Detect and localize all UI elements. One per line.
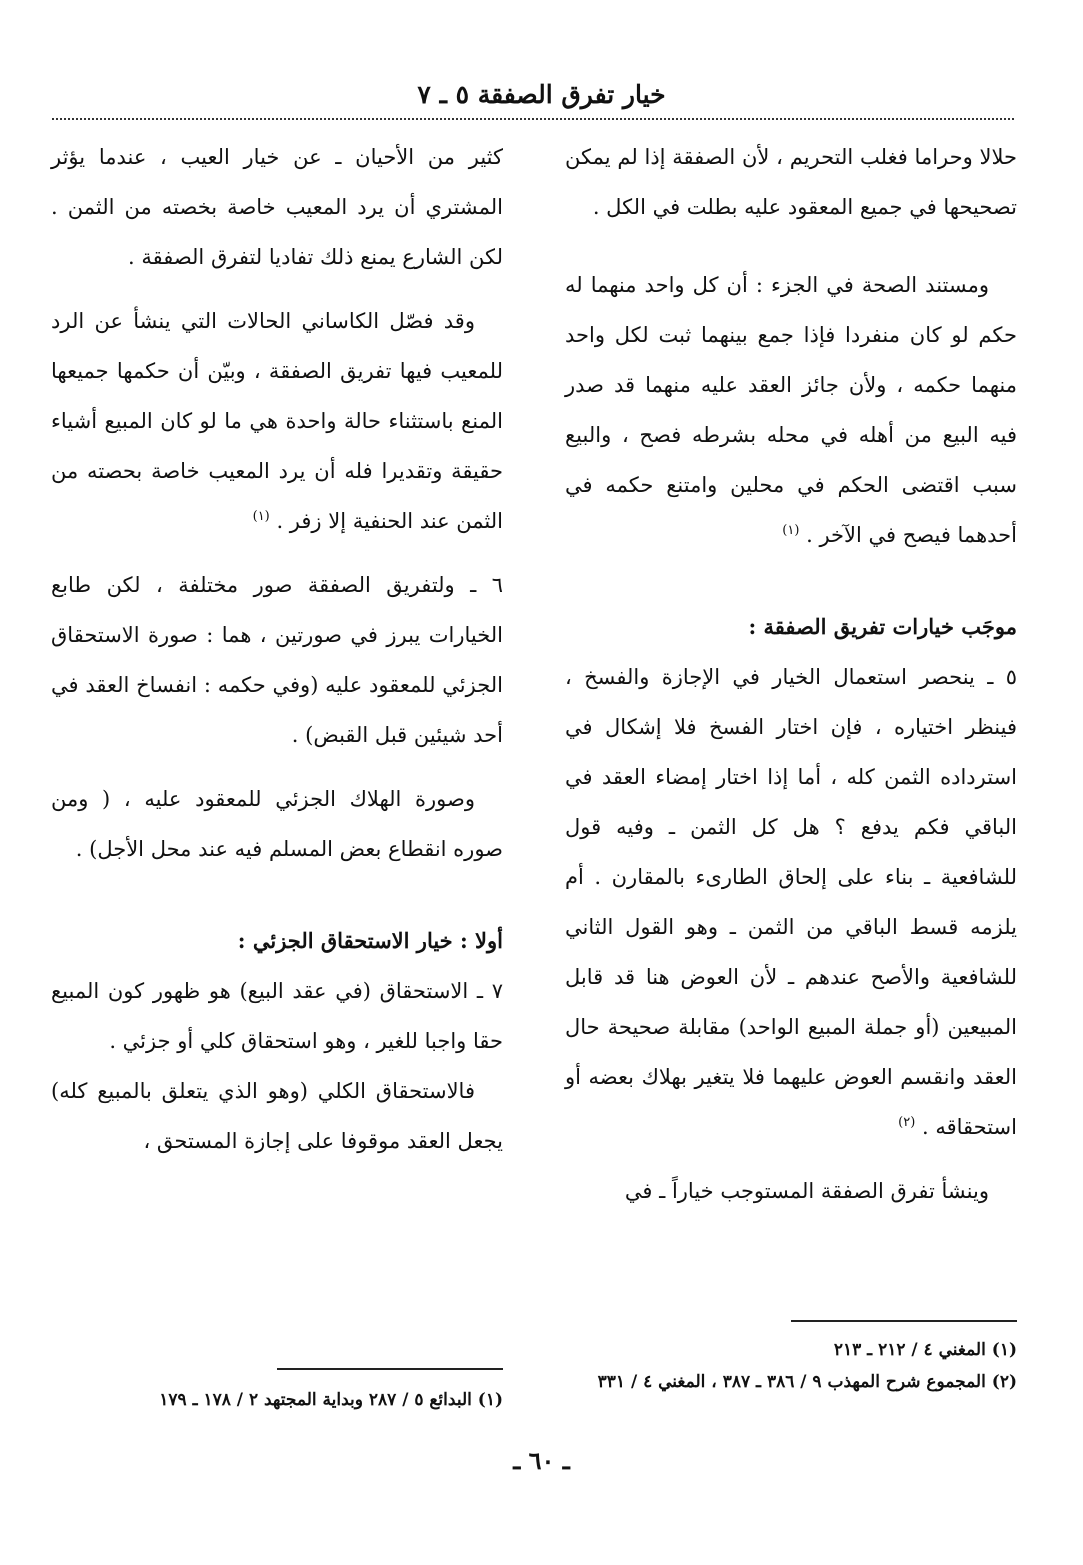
section-heading: موجَب خيارات تفريق الصفقة : [748,614,1017,639]
paragraph: حلالا وحراما فغلب التحريم ، لأن الصفقة إذا لم يمكن تصحيحها في جميع المعقود عليه بطلت في الكل . [565,145,1017,219]
paragraph: وقد فصّل الكاساني الحالات التي ينشأ عن الرد للمعيب فيها تفريق الصفقة ، وبيّن أن حكمها جميعها المنع باستثناء حالة واحدة هي ما لو كان المبيع أشياء حقيقة وتقديرا فله أن يرد المعيب خاصة بحصته من الثمن عند الحنفية إلا زفر . $^{(١)}$ [51,309,503,533]
footnote-ref: (٢) [898,1115,916,1130]
footnotes-left [51,1384,503,1416]
paragraph: ٥ ـ ينحصر استعمال الخيار في الإجازة والفسخ ، فينظر اختياره ، فإن اختار الفسخ فلا إشكال في استرداده الثمن كله ، أما إذا اختار إمضاء العقد في الباقي فكم يدفع ؟ هل كل الثمن ـ وفيه قول للشافعية ـ بناء على إلحاق الطارىء بالمقارن . أم يلزمه قسط الباقي من الثمن ـ وهو القول الثاني للشافعية والأصح عندهم ـ لأن العوض هنا قد قابل المبيعين (أو جملة المبيع الواحد) مقابلة صحيحة حال العقد وانقسم العوض عليهما فلا يتغير بهلاك بعضه أو استحقاقه . $^{(٢)}$ [565,665,1017,1139]
section-heading: أولا : خيار الاستحقاق الجزئي : [237,928,503,953]
header-dotted-rule [52,118,1014,120]
running-header: خيار تفرق الصفقة ٥ ـ ٧ [417,80,666,109]
paragraph: ٦ ـ ولتفريق الصفقة صور مختلفة ، لكن طابع الخيارات يبرز في صورتين ، هما : صورة الاستحقاق الجزئي للمعقود عليه (وفي حكمه : انفساخ العقد في أحد شيئين قبل القبض) . [51,573,503,747]
paragraph: ٧ ـ الاستحقاق (في عقد البيع) هو ظهور كون المبيع حقا واجبا للغير ، وهو استحقاق كلي أو جزئي . [51,979,503,1053]
paragraph: ومستند الصحة في الجزء : أن كل واحد منهما له حكم لو كان منفردا فإذا جمع بينهما ثبت لكل واحد منهما حكمه ، ولأن جائز العقد عليه منهما قد صدر فيه البيع من أهله في محله بشرطه فصح ، والبيع سبب اقتضى الحكم في محلين وامتنع حكمه في أحدهما فيصح في الآخر . $^{(١)}$ [565,273,1017,547]
footnote: (١) البدائع ٥ / ٢٨٧ وبداية المجتهد ٢ / ١٧٨ ـ ١٧٩ [159,1390,503,1410]
left-column [51,132,503,1166]
page-number: ـ ٦٠ ـ [513,1446,570,1475]
footnote: (١) المغني ٤ / ٢١٢ ـ ٢١٣ [833,1340,1017,1360]
footnote-ref: (١) [252,509,270,524]
paragraph: كثير من الأحيان ـ عن خيار العيب ، عندما يؤثر المشتري أن يرد المعيب خاصة بخصته من الثمن . لكن الشارع يمنع ذلك تفاديا لتفرق الصفقة . [51,145,503,269]
footnote-ref: (١) [782,523,800,538]
footnote-separator [791,1320,1017,1322]
paragraph: فالاستحقاق الكلي (وهو الذي يتعلق بالمبيع كله) يجعل العقد موقوفا على إجازة المستحق ، [51,1079,503,1153]
footnote-separator [277,1368,503,1370]
paragraph: وينشأ تفرق الصفقة المستوجب خياراً ـ في [624,1179,989,1203]
paragraph: وصورة الهلاك الجزئي للمعقود عليه ، ( ومن صوره انقطاع بعض المسلم فيه عند محل الأجل) . [51,787,503,861]
footnotes-right [565,1334,1017,1398]
right-column [565,132,1017,1216]
footnote: (٢) المجموع شرح المهذب ٩ / ٣٨٦ ـ ٣٨٧ ، المغني ٤ / ٣٣١ [597,1372,1017,1392]
